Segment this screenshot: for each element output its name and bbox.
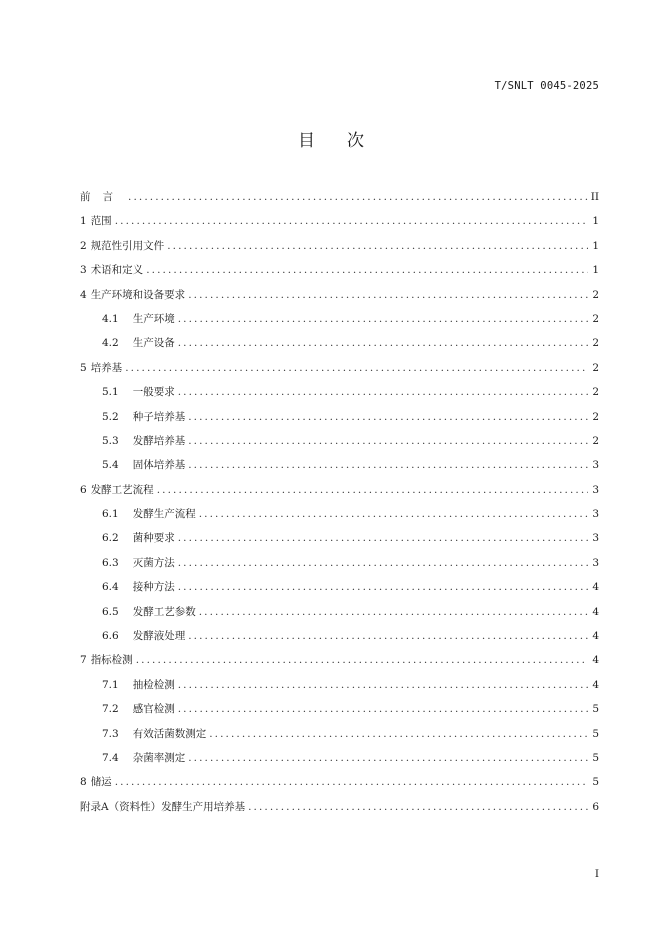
dot-leader <box>157 481 588 499</box>
toc-entry-page: 3 <box>592 532 599 545</box>
toc-entry[interactable] <box>80 505 599 529</box>
dot-leader <box>188 627 588 645</box>
toc-entry-page: II <box>590 191 599 203</box>
dot-leader <box>115 773 588 791</box>
toc-entry-number: 7.3 <box>102 727 119 740</box>
toc-entry-page: 2 <box>592 386 599 399</box>
toc-entry[interactable] <box>80 383 599 407</box>
toc-entry-page: 3 <box>592 459 599 472</box>
toc-entry[interactable] <box>80 578 599 602</box>
toc-entry-number: 4.2 <box>102 337 119 350</box>
toc-entry[interactable] <box>80 432 599 456</box>
toc-entry[interactable] <box>80 651 599 675</box>
toc-entry-number: 3 <box>80 264 87 277</box>
toc-entry-number: 7.1 <box>102 678 119 691</box>
toc-entry-number: 6.5 <box>102 605 119 618</box>
toc-entry-label: 规范性引用文件 <box>90 239 165 252</box>
toc-entry[interactable] <box>80 456 599 480</box>
toc-entry-page: 5 <box>592 703 599 716</box>
dot-leader <box>188 286 588 304</box>
toc-entry-label: 一般要求 <box>132 386 175 399</box>
toc-entry-page: 4 <box>592 605 599 618</box>
toc-entry-page: 5 <box>592 776 599 789</box>
toc-entry-number: 5 <box>80 361 87 374</box>
toc-entry-page: 2 <box>592 288 599 301</box>
toc-entry[interactable] <box>80 749 599 773</box>
toc-entry[interactable] <box>80 310 599 334</box>
toc-entry-label: 接种方法 <box>132 581 175 594</box>
dot-leader <box>178 529 588 547</box>
toc-entry-label: 发酵液处理 <box>132 630 186 643</box>
page-title: 目次 <box>298 131 396 151</box>
toc-entry-label: 抽检检测 <box>132 678 175 691</box>
toc-entry[interactable] <box>80 773 599 797</box>
toc-entry-number: 1 <box>80 215 87 228</box>
toc-entry[interactable] <box>80 286 599 310</box>
toc-entry-label: 感官检测 <box>132 703 175 716</box>
toc-entry-number: 6.1 <box>102 508 119 521</box>
toc-entry[interactable] <box>80 676 599 700</box>
toc-entry-page: 3 <box>592 508 599 521</box>
dot-leader <box>188 749 588 767</box>
toc-entry-number: 6 <box>80 483 87 496</box>
toc-entry-page: 1 <box>592 215 599 228</box>
toc-entry-label: 杂菌率测定 <box>132 751 186 764</box>
dot-leader <box>178 700 588 718</box>
toc-entry-label: 储运 <box>90 776 112 789</box>
toc-entry-label: 指标检测 <box>90 654 133 667</box>
toc-entry-label: 生产环境 <box>132 312 175 325</box>
toc-entry-number: 7.4 <box>102 751 119 764</box>
toc-entry-number: 4 <box>80 288 87 301</box>
dot-leader <box>178 676 588 694</box>
toc-entry-number: 6.3 <box>102 556 119 569</box>
dot-leader <box>115 212 588 230</box>
toc-entry-page: 2 <box>592 312 599 325</box>
toc-entry-label: 发酵工艺参数 <box>132 605 196 618</box>
dot-leader <box>178 383 588 401</box>
toc-entry-label: 发酵培养基 <box>132 434 186 447</box>
toc-entry-page: 4 <box>592 678 599 691</box>
dot-leader <box>178 578 588 596</box>
toc-entry[interactable] <box>80 603 599 627</box>
toc-entry[interactable] <box>80 725 599 749</box>
toc-entry-number: 6.4 <box>102 581 119 594</box>
dot-leader <box>248 798 588 816</box>
dot-leader <box>188 408 588 426</box>
dot-leader <box>125 359 588 377</box>
toc-entry-number: 6.6 <box>102 630 119 643</box>
toc-entry[interactable] <box>80 334 599 358</box>
toc-entry-label: 前言 <box>80 191 125 203</box>
toc-entry-page: 4 <box>592 581 599 594</box>
toc-entry[interactable] <box>80 798 599 822</box>
toc-entry-page: 2 <box>592 410 599 423</box>
toc-entry-label: 有效活菌数测定 <box>132 727 207 740</box>
toc-entry[interactable] <box>80 212 599 236</box>
toc-entry-page: 4 <box>592 630 599 643</box>
toc-entry[interactable] <box>80 481 599 505</box>
toc-entry-page: 2 <box>592 337 599 350</box>
dot-leader <box>188 456 588 474</box>
toc-entry-label: 培养基 <box>90 361 123 374</box>
toc-entry-label: 生产设备 <box>132 337 175 350</box>
toc-entry-number: 5.1 <box>102 386 119 399</box>
toc-entry-label: 固体培养基 <box>132 459 186 472</box>
toc-entry-number: 5.2 <box>102 410 119 423</box>
toc-entry-page: 2 <box>592 361 599 374</box>
toc-entry-number: 8 <box>80 776 87 789</box>
toc-entry-page: 3 <box>592 483 599 496</box>
dot-leader <box>167 237 588 255</box>
toc-entry-label: 范围 <box>90 215 112 228</box>
toc-entry-label: 附录A（资料性）发酵生产用培养基 <box>80 800 246 813</box>
toc-entry-number: 7 <box>80 654 87 667</box>
toc-entry-label: 灭菌方法 <box>132 556 175 569</box>
dot-leader <box>178 334 588 352</box>
toc-entry-label: 术语和定义 <box>90 264 144 277</box>
page-number: I <box>594 868 599 880</box>
toc-entry[interactable] <box>80 627 599 651</box>
toc-entry-label: 种子培养基 <box>132 410 186 423</box>
toc-entry-page: 4 <box>592 654 599 667</box>
dot-leader <box>209 725 588 743</box>
dot-leader <box>178 554 588 572</box>
toc-entry-page: 1 <box>592 264 599 277</box>
toc-entry-number: 2 <box>80 239 87 252</box>
toc-entry[interactable] <box>80 188 599 212</box>
toc-entry-page: 5 <box>592 751 599 764</box>
toc-entry-label: 生产环境和设备要求 <box>90 288 186 301</box>
toc-entry-label: 发酵工艺流程 <box>90 483 154 496</box>
toc-entry-page: 3 <box>592 556 599 569</box>
toc-entry[interactable] <box>80 359 599 383</box>
toc-entry-number: 5.3 <box>102 434 119 447</box>
toc-entry-number: 7.2 <box>102 703 119 716</box>
toc-entry[interactable] <box>80 554 599 578</box>
toc-entry-page: 1 <box>592 239 599 252</box>
toc-entry[interactable] <box>80 529 599 553</box>
dot-leader <box>128 188 588 206</box>
toc-entry-page: 5 <box>592 727 599 740</box>
toc-entry-label: 菌种要求 <box>132 532 175 545</box>
dot-leader <box>199 603 588 621</box>
toc-entry-page: 2 <box>592 434 599 447</box>
toc-entry-number: 5.4 <box>102 459 119 472</box>
dot-leader <box>199 505 588 523</box>
document-code: T/SNLT 0045-2025 <box>494 80 599 92</box>
toc-entry[interactable] <box>80 408 599 432</box>
toc-entry-number: 6.2 <box>102 532 119 545</box>
dot-leader <box>146 261 588 279</box>
toc-entry[interactable] <box>80 237 599 261</box>
toc-entry-number: 4.1 <box>102 312 119 325</box>
toc-entry-label: 发酵生产流程 <box>132 508 196 521</box>
dot-leader <box>188 432 588 450</box>
toc-entry-page: 6 <box>592 800 599 813</box>
dot-leader <box>136 651 588 669</box>
dot-leader <box>178 310 588 328</box>
table-of-contents <box>80 188 599 822</box>
toc-entry[interactable] <box>80 700 599 724</box>
toc-entry[interactable] <box>80 261 599 285</box>
